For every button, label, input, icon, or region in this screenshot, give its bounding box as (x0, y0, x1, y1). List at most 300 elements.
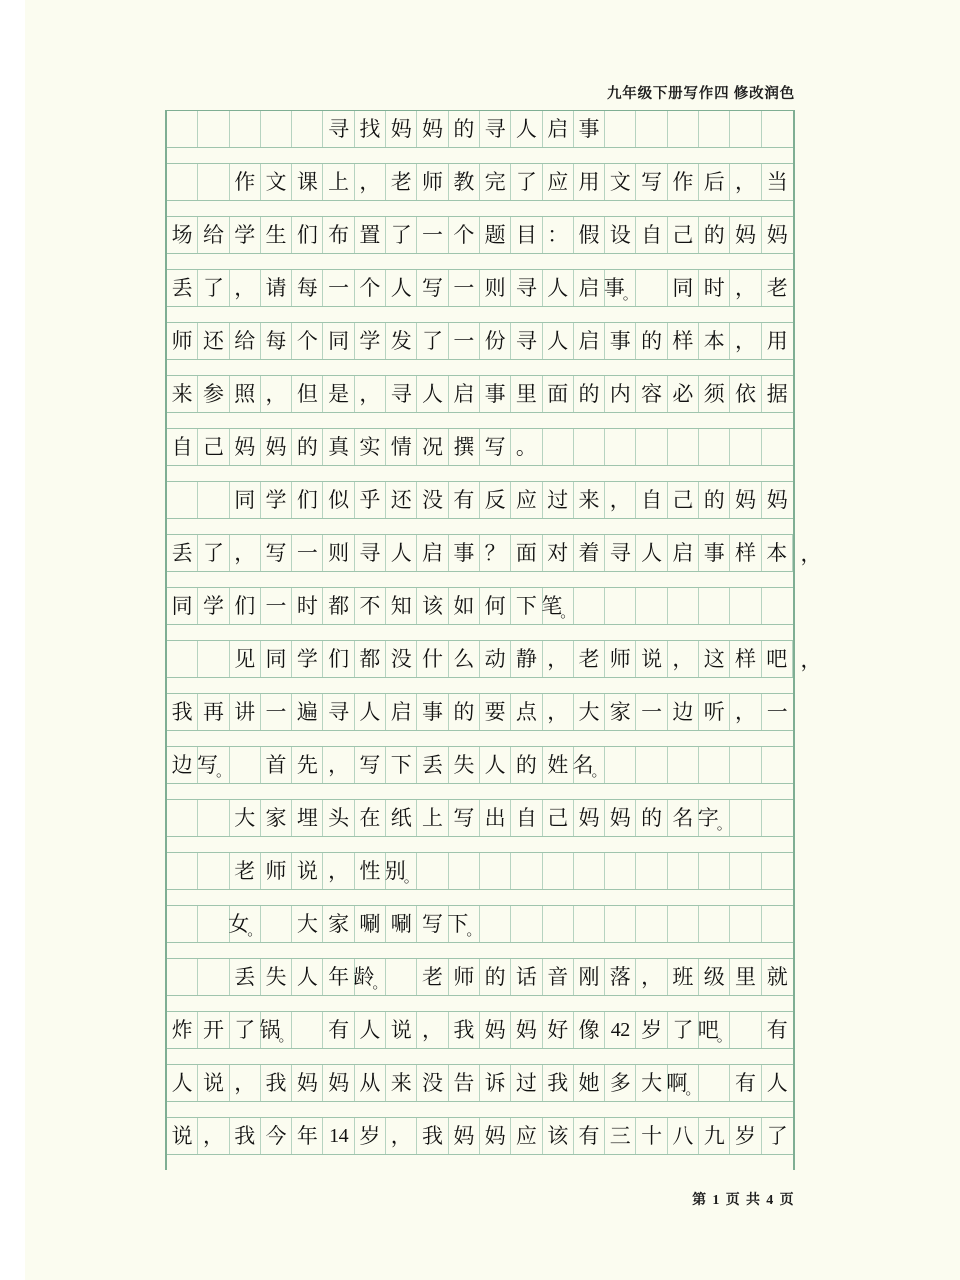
manuscript-cell: 应 (511, 482, 542, 518)
manuscript-cell: 告 (449, 1065, 480, 1101)
manuscript-cell (543, 588, 574, 624)
manuscript-cell: 本 (762, 535, 793, 571)
manuscript-cell (480, 853, 511, 889)
manuscript-cell: 的 (511, 747, 542, 783)
manuscript-cell (699, 747, 730, 783)
manuscript-cell: 家 (261, 800, 292, 836)
manuscript-cell: 了 (766, 1123, 788, 1148)
manuscript-cell: 静 (511, 641, 542, 677)
manuscript-cell: 写 (636, 164, 667, 200)
manuscript-cell: ， (543, 694, 574, 730)
manuscript-cell: 的 (292, 429, 323, 465)
manuscript-cell: 的 (574, 376, 605, 412)
manuscript-gap-row (167, 837, 793, 852)
manuscript-cell: 42 (605, 1012, 636, 1048)
manuscript-cell (605, 588, 636, 624)
manuscript-cell: 来 (386, 1065, 417, 1101)
manuscript-cell: 不 (355, 588, 386, 624)
manuscript-cell: 我 (230, 1118, 261, 1154)
manuscript-cell: 同 (323, 323, 354, 359)
manuscript-cell: 炸 (167, 1012, 198, 1048)
manuscript-cell: 应 (511, 1118, 542, 1154)
manuscript-cell: 过 (511, 1065, 542, 1101)
manuscript-cell (668, 429, 699, 465)
manuscript-cell (167, 853, 198, 889)
manuscript-cell: 内 (605, 376, 636, 412)
manuscript-cell: 学 (198, 588, 229, 624)
cell-punctuation: 。 (215, 762, 230, 780)
manuscript-cell: 启 (386, 694, 417, 730)
manuscript-gap-row (167, 413, 793, 428)
manuscript-cell: 下 (511, 588, 542, 624)
manuscript-cell: ， (668, 641, 699, 677)
manuscript-cell: ： (543, 217, 574, 253)
manuscript-cell: 目 (511, 217, 542, 253)
manuscript-row (167, 746, 793, 784)
manuscript-cell: 妈 (386, 111, 417, 147)
manuscript-cell: 布 (323, 217, 354, 253)
manuscript-cell: 下 (386, 747, 417, 783)
manuscript-cell: 说 (198, 1065, 229, 1101)
manuscript-cell: 了 (668, 1012, 699, 1048)
manuscript-gap-row (167, 307, 793, 322)
manuscript-gap-row (167, 360, 793, 375)
manuscript-gap-row (167, 1049, 793, 1064)
manuscript-cell: 们 (292, 482, 323, 518)
manuscript-cell (762, 906, 793, 942)
cell-glyph: 事 (603, 275, 624, 300)
manuscript-cell: 同 (230, 482, 261, 518)
manuscript-cell: 就 (766, 964, 788, 989)
manuscript-cell: ， (386, 1118, 417, 1154)
manuscript-cell: ， (730, 694, 761, 730)
manuscript-cell: 了 (230, 1012, 261, 1048)
manuscript-cell: 还 (198, 323, 229, 359)
manuscript-cell: 发 (386, 323, 417, 359)
cell-glyph: 锅 (259, 1017, 280, 1042)
manuscript-cell: 妈 (766, 487, 788, 512)
manuscript-cell: ， (730, 323, 761, 359)
manuscript-cell: 的 (480, 959, 511, 995)
manuscript-cell (605, 853, 636, 889)
manuscript-cell: 首 (261, 747, 292, 783)
manuscript-cell: 人 (355, 694, 386, 730)
manuscript-cell: 事 (574, 111, 605, 147)
manuscript-cell: 听 (699, 694, 730, 730)
manuscript-cell: 家 (605, 694, 636, 730)
manuscript-cell: 从 (355, 1065, 386, 1101)
cell-punctuation: 。 (278, 1027, 293, 1045)
manuscript-cell: 设 (605, 217, 636, 253)
manuscript-cell: 人 (386, 270, 417, 306)
manuscript-cell: 完 (480, 164, 511, 200)
manuscript-cell (167, 111, 198, 147)
manuscript-cell (386, 853, 417, 889)
manuscript-cell (417, 853, 448, 889)
manuscript-cell: 14 (323, 1118, 354, 1154)
manuscript-cell: 老 (230, 853, 261, 889)
manuscript-cell: 事 (699, 535, 730, 571)
manuscript-cell (292, 1012, 323, 1048)
cell-punctuation: 。 (716, 815, 731, 833)
cell-punctuation: 。 (372, 974, 387, 992)
manuscript-cell: 学 (230, 217, 261, 253)
manuscript-cell: 我 (543, 1065, 574, 1101)
manuscript-cell: 人 (543, 323, 574, 359)
manuscript-cell (574, 906, 605, 942)
manuscript-cell: 乎 (355, 482, 386, 518)
manuscript-cell (636, 747, 667, 783)
manuscript-cell: 一 (449, 270, 480, 306)
manuscript-row (167, 375, 793, 413)
manuscript-cell: 都 (323, 588, 354, 624)
manuscript-cell: ， (323, 747, 354, 783)
manuscript-cell: 寻 (480, 111, 511, 147)
cell-punctuation: 。 (560, 603, 575, 621)
manuscript-cell: 大 (636, 1065, 667, 1101)
manuscript-cell: 她 (574, 1065, 605, 1101)
manuscript-cell (668, 1065, 699, 1101)
manuscript-cell (198, 959, 229, 995)
manuscript-cell: 九 (699, 1118, 730, 1154)
manuscript-cell: 家 (323, 906, 354, 942)
manuscript-gap-row (167, 890, 793, 905)
manuscript-cell: 没 (386, 641, 417, 677)
manuscript-cell: 一 (261, 694, 292, 730)
manuscript-cell: 事 (417, 694, 448, 730)
manuscript-cell: 人 (417, 376, 448, 412)
manuscript-cell: 纸 (386, 800, 417, 836)
manuscript-cell: 己 (668, 482, 699, 518)
manuscript-cell (730, 111, 761, 147)
manuscript-cell: 学 (355, 323, 386, 359)
manuscript-cell: 必 (668, 376, 699, 412)
manuscript-cell (261, 906, 292, 942)
manuscript-cell: 性 (355, 853, 386, 889)
manuscript-cell (167, 800, 198, 836)
manuscript-cell (543, 906, 574, 942)
manuscript-cell: 丢 (167, 535, 198, 571)
manuscript-cell: 先 (292, 747, 323, 783)
cell-glyph: 吧 (697, 1017, 718, 1042)
manuscript-cell (292, 111, 323, 147)
manuscript-cell (762, 588, 793, 624)
manuscript-cell: 写 (417, 906, 448, 942)
manuscript-gap-row (167, 1155, 793, 1170)
manuscript-cell: 人 (386, 535, 417, 571)
manuscript-cell: 一 (449, 323, 480, 359)
manuscript-cell: 没 (417, 1065, 448, 1101)
manuscript-cell: 妈 (323, 1065, 354, 1101)
manuscript-cell: 同 (668, 270, 699, 306)
manuscript-cell: 这 (699, 641, 730, 677)
manuscript-cell: 样 (730, 535, 761, 571)
manuscript-cell: 己 (543, 800, 574, 836)
cell-glyph: 写 (196, 752, 217, 777)
manuscript-cell: 在 (355, 800, 386, 836)
manuscript-cell: 八 (668, 1118, 699, 1154)
cell-glyph: 下 (447, 911, 468, 936)
manuscript-cell (355, 959, 386, 995)
manuscript-cell: 们 (292, 217, 323, 253)
manuscript-cell: 埋 (292, 800, 323, 836)
manuscript-cell: 十 (636, 1118, 667, 1154)
cell-glyph: 字 (697, 805, 718, 830)
manuscript-cell: 事 (480, 376, 511, 412)
manuscript-cell: 老 (417, 959, 448, 995)
manuscript-cell (449, 853, 480, 889)
manuscript-cell: 人 (636, 535, 667, 571)
manuscript-cell (480, 906, 511, 942)
manuscript-cell: 作 (668, 164, 699, 200)
manuscript-gap-row (167, 625, 793, 640)
manuscript-cell (605, 429, 636, 465)
manuscript-cell: 还 (386, 482, 417, 518)
manuscript-cell: 我 (449, 1012, 480, 1048)
manuscript-cell: 了 (198, 535, 229, 571)
manuscript-cell (636, 429, 667, 465)
manuscript-cell: 妈 (605, 800, 636, 836)
manuscript-cell: 据 (766, 381, 788, 406)
manuscript-cell (668, 747, 699, 783)
manuscript-cell: 似 (323, 482, 354, 518)
manuscript-cell: 人 (511, 111, 542, 147)
manuscript-row (167, 905, 793, 943)
manuscript-cell: 寻 (511, 270, 542, 306)
manuscript-cell: 丢 (417, 747, 448, 783)
manuscript-cell: 用 (766, 328, 788, 353)
manuscript-cell: 上 (417, 800, 448, 836)
manuscript-cell: 有 (449, 482, 480, 518)
manuscript-cell: 己 (198, 429, 229, 465)
manuscript-cell: 用 (574, 164, 605, 200)
manuscript-cell (699, 429, 730, 465)
cell-punctuation: 。 (685, 1080, 700, 1098)
manuscript-cell: 后 (699, 164, 730, 200)
cell-glyph: 名 (572, 752, 593, 777)
manuscript-cell: 动 (480, 641, 511, 677)
manuscript-cell: 师 (167, 323, 198, 359)
manuscript-cell: 妈 (261, 429, 292, 465)
manuscript-cell: 人 (480, 747, 511, 783)
manuscript-cell (230, 906, 261, 942)
manuscript-cell (730, 800, 761, 836)
manuscript-cell: 说 (636, 641, 667, 677)
manuscript-cell: 讲 (230, 694, 261, 730)
manuscript-cell: ， (323, 853, 354, 889)
manuscript-cell: ， (355, 164, 386, 200)
manuscript-cell (449, 906, 480, 942)
manuscript-cell: 级 (699, 959, 730, 995)
manuscript-gap-row (167, 784, 793, 799)
manuscript-cell (198, 853, 229, 889)
manuscript-cell: 唰 (386, 906, 417, 942)
manuscript-gap-row (167, 254, 793, 269)
manuscript-grid-sheet (165, 110, 822, 1170)
manuscript-cell: 事 (449, 535, 480, 571)
manuscript-row (167, 1117, 793, 1155)
manuscript-gap-row (167, 466, 793, 481)
manuscript-cell: 三 (605, 1118, 636, 1154)
manuscript-cell: 我 (261, 1065, 292, 1101)
manuscript-cell (511, 853, 542, 889)
manuscript-cell: 请 (261, 270, 292, 306)
manuscript-cell: 像 (574, 1012, 605, 1048)
manuscript-cell: 一 (323, 270, 354, 306)
manuscript-cell: 吧 (762, 641, 793, 677)
manuscript-cell (699, 853, 730, 889)
manuscript-gap-row (167, 996, 793, 1011)
manuscript-cell: 的 (449, 111, 480, 147)
manuscript-cell: 妈 (730, 217, 761, 253)
manuscript-cell: 的 (636, 800, 667, 836)
cell-glyph: 笔 (541, 593, 562, 618)
manuscript-cell: 遍 (292, 694, 323, 730)
cell-punctuation: 。 (622, 285, 637, 303)
manuscript-cell: 什 (417, 641, 448, 677)
manuscript-cell: 启 (574, 270, 605, 306)
manuscript-cell: 头 (323, 800, 354, 836)
manuscript-gap-row (167, 148, 793, 163)
manuscript-cell (167, 482, 198, 518)
manuscript-cell: ， (230, 1065, 261, 1101)
manuscript-cell: 寻 (605, 535, 636, 571)
manuscript-cell (543, 853, 574, 889)
manuscript-cell: 诉 (480, 1065, 511, 1101)
manuscript-cell: 大 (230, 800, 261, 836)
manuscript-cell: 要 (480, 694, 511, 730)
manuscript-cell: 妈 (480, 1012, 511, 1048)
manuscript-cell: 姓 (543, 747, 574, 783)
manuscript-cell (699, 588, 730, 624)
manuscript-cell: 么 (449, 641, 480, 677)
manuscript-cell (668, 111, 699, 147)
manuscript-cell (636, 906, 667, 942)
manuscript-cell (636, 111, 667, 147)
manuscript-cell: 师 (449, 959, 480, 995)
manuscript-cell: 年 (323, 959, 354, 995)
manuscript-cell: 真 (323, 429, 354, 465)
manuscript-cell: 学 (261, 482, 292, 518)
manuscript-cell: 写 (449, 800, 480, 836)
manuscript-cell: 年 (292, 1118, 323, 1154)
manuscript-cell (167, 906, 198, 942)
hanging-punctuation: ， (800, 542, 822, 566)
manuscript-cell: 个 (292, 323, 323, 359)
manuscript-cell: 里 (730, 959, 761, 995)
manuscript-cell: 没 (417, 482, 448, 518)
manuscript-cell (198, 800, 229, 836)
manuscript-cell: 启 (668, 535, 699, 571)
manuscript-cell: 的 (699, 482, 730, 518)
manuscript-cell (699, 800, 730, 836)
manuscript-cell: 学 (292, 641, 323, 677)
manuscript-cell: 我 (417, 1118, 448, 1154)
manuscript-cell: 失 (261, 959, 292, 995)
manuscript-cell: 寻 (323, 111, 354, 147)
manuscript-cell: 当 (766, 169, 788, 194)
manuscript-cell: 多 (605, 1065, 636, 1101)
manuscript-cell: 见 (230, 641, 261, 677)
manuscript-cell (167, 164, 198, 200)
manuscript-cell: 时 (292, 588, 323, 624)
page-header: 九年级下册写作四 修改润色 (606, 86, 795, 102)
manuscript-cell (762, 429, 793, 465)
manuscript-cell: 找 (355, 111, 386, 147)
manuscript-cell: 说 (292, 853, 323, 889)
manuscript-cell (762, 747, 793, 783)
manuscript-cell: 本 (699, 323, 730, 359)
manuscript-cell: 事 (605, 323, 636, 359)
manuscript-gap-row (167, 1102, 793, 1117)
cell-punctuation: 。 (247, 921, 262, 939)
manuscript-cell (762, 111, 793, 147)
manuscript-row (167, 693, 793, 731)
manuscript-cell: 一 (636, 694, 667, 730)
document-page (25, 0, 960, 1280)
manuscript-cell: 了 (511, 164, 542, 200)
manuscript-gap-row (167, 678, 793, 693)
manuscript-cell: 应 (543, 164, 574, 200)
manuscript-cell: ， (230, 270, 261, 306)
manuscript-cell: ， (355, 376, 386, 412)
manuscript-cell: 失 (449, 747, 480, 783)
manuscript-cell (261, 1012, 292, 1048)
manuscript-cell (574, 429, 605, 465)
manuscript-cell: 每 (292, 270, 323, 306)
manuscript-cell: 了 (198, 270, 229, 306)
manuscript-cell: 撰 (449, 429, 480, 465)
manuscript-cell: 妈 (417, 111, 448, 147)
manuscript-cell: 话 (511, 959, 542, 995)
manuscript-cell: 课 (292, 164, 323, 200)
manuscript-cell (762, 853, 793, 889)
manuscript-cell: 妈 (730, 482, 761, 518)
manuscript-cell (198, 111, 229, 147)
manuscript-cell: 都 (355, 641, 386, 677)
manuscript-cell (730, 588, 761, 624)
manuscript-row (167, 534, 822, 572)
manuscript-cell: 给 (230, 323, 261, 359)
manuscript-cell: 照 (230, 376, 261, 412)
manuscript-cell: 大 (574, 694, 605, 730)
manuscript-cell: 再 (198, 694, 229, 730)
manuscript-cell: ， (730, 164, 761, 200)
manuscript-cell (574, 588, 605, 624)
manuscript-cell: 人 (167, 1065, 198, 1101)
manuscript-cell (668, 853, 699, 889)
manuscript-cell: 来 (574, 482, 605, 518)
manuscript-gap-row (167, 201, 793, 216)
manuscript-cell: 妈 (449, 1118, 480, 1154)
manuscript-cell: 情 (386, 429, 417, 465)
manuscript-cell: 每 (261, 323, 292, 359)
manuscript-cell: 出 (480, 800, 511, 836)
manuscript-cell: 开 (198, 1012, 229, 1048)
manuscript-cell: 同 (261, 641, 292, 677)
manuscript-cell: 老 (766, 275, 788, 300)
manuscript-cell: 落 (605, 959, 636, 995)
manuscript-cell (230, 747, 261, 783)
manuscript-cell: 一 (261, 588, 292, 624)
page-footer: 第 1 页 共 4 页 (692, 1193, 795, 1208)
manuscript-cell: 该 (417, 588, 448, 624)
manuscript-cell: 岁 (355, 1118, 386, 1154)
manuscript-cell: 写 (417, 270, 448, 306)
manuscript-cell (574, 853, 605, 889)
manuscript-cell (730, 1012, 761, 1048)
manuscript-row (167, 1064, 793, 1102)
